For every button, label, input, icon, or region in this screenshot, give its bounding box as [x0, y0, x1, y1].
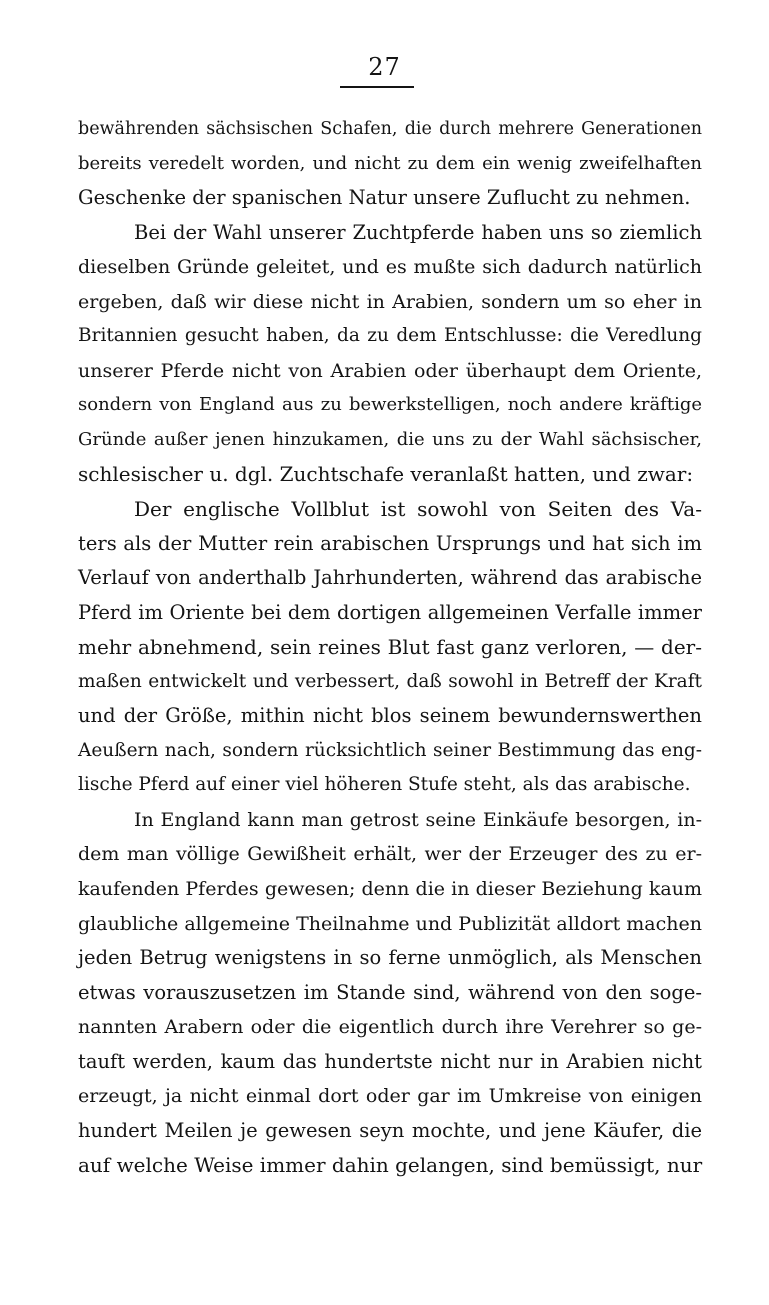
page-number-rule — [340, 86, 414, 88]
text-line: kaufenden Pferdes gewesen; denn die in dieser Beziehung kaum — [78, 878, 702, 901]
text-line: ters als der Mutter rein arabischen Ursprungs und hat sich im — [78, 531, 702, 555]
text-line: Pferd im Oriente bei dem dortigen allgemeinen Verfalle immer — [78, 600, 702, 624]
paragraph-start-line: In England kann man getrost seine Einkäufe besorgen, in- — [134, 808, 702, 831]
text-line: auf welche Weise immer dahin gelangen, sind bemüssigt, nur — [78, 1153, 703, 1178]
text-line: Geschenke der spanischen Natur unsere Zuflucht zu nehmen. — [78, 186, 691, 210]
text-line: sondern von England aus zu bewerkstelligen, noch andere kräftige — [78, 394, 702, 416]
body-text — [78, 112, 702, 1183]
paragraph-start-line: Der englische Vollblut ist sowohl von Seiten des Va- — [134, 497, 702, 522]
text-line: mehr abnehmend, sein reines Blut fast ganz verloren, — der- — [78, 635, 702, 660]
text-line: tauft werden, kaum das hundertste nicht nur in Arabien nicht — [78, 1049, 702, 1073]
text-line: maßen entwickelt und verbessert, daß sowohl in Betreff der Kraft — [78, 670, 702, 692]
text-line: Verlauf von anderthalb Jahrhunderten, während das arabische — [78, 566, 702, 590]
text-line: lische Pferd auf einer viel höheren Stufe steht, als das arabische. — [78, 774, 691, 796]
text-line: erzeugt, ja nicht einmal dort oder gar im Umkreise von einigen — [78, 1085, 702, 1108]
text-line: hundert Meilen je gewesen seyn mochte, und jene Käufer, die — [78, 1118, 702, 1142]
text-line: Gründe außer jenen hinzukamen, die uns zu der Wahl sächsischer, — [78, 428, 702, 450]
text-line: Britannien gesucht haben, da zu dem Entschlusse: die Veredlung — [78, 325, 702, 347]
paragraph-start-line: Bei der Wahl unserer Zuchtpferde haben uns so ziemlich — [134, 220, 702, 244]
text-line: bereits veredelt worden, und nicht zu dem ein wenig zweifelhaften — [78, 152, 702, 174]
text-line: bewährenden sächsischen Schafen, die durch mehrere Generationen — [78, 119, 702, 139]
text-line: ergeben, daß wir diese nicht in Arabien, sondern um so eher in — [78, 290, 702, 313]
text-line: schlesischer u. dgl. Zuchtschafe veranlaßt hatten, und zwar: — [78, 462, 694, 487]
text-line: dem man völlige Gewißheit erhält, wer der Erzeuger des zu er- — [78, 843, 702, 866]
text-line: nannten Arabern oder die eigentlich durch ihre Verehrer so ge- — [78, 1016, 702, 1039]
text-line: glaubliche allgemeine Theilnahme und Publizität alldort machen — [78, 912, 702, 935]
text-line: jeden Betrug wenigstens in so ferne unmöglich, als Menschen — [78, 946, 702, 970]
page-number: 27 — [368, 53, 401, 81]
text-line: dieselben Gründe geleitet, und es mußte sich dadurch natürlich — [78, 256, 702, 279]
text-line: etwas vorauszusetzen im Stande sind, während von den soge- — [78, 980, 702, 1004]
text-line: unserer Pferde nicht von Arabien oder überhaupt dem Oriente, — [78, 359, 702, 382]
text-line: Aeußern nach, sondern rücksichtlich seiner Bestimmung das eng- — [78, 739, 702, 761]
text-line: und der Größe, mithin nicht blos seinem bewundernswerthen — [78, 704, 702, 728]
